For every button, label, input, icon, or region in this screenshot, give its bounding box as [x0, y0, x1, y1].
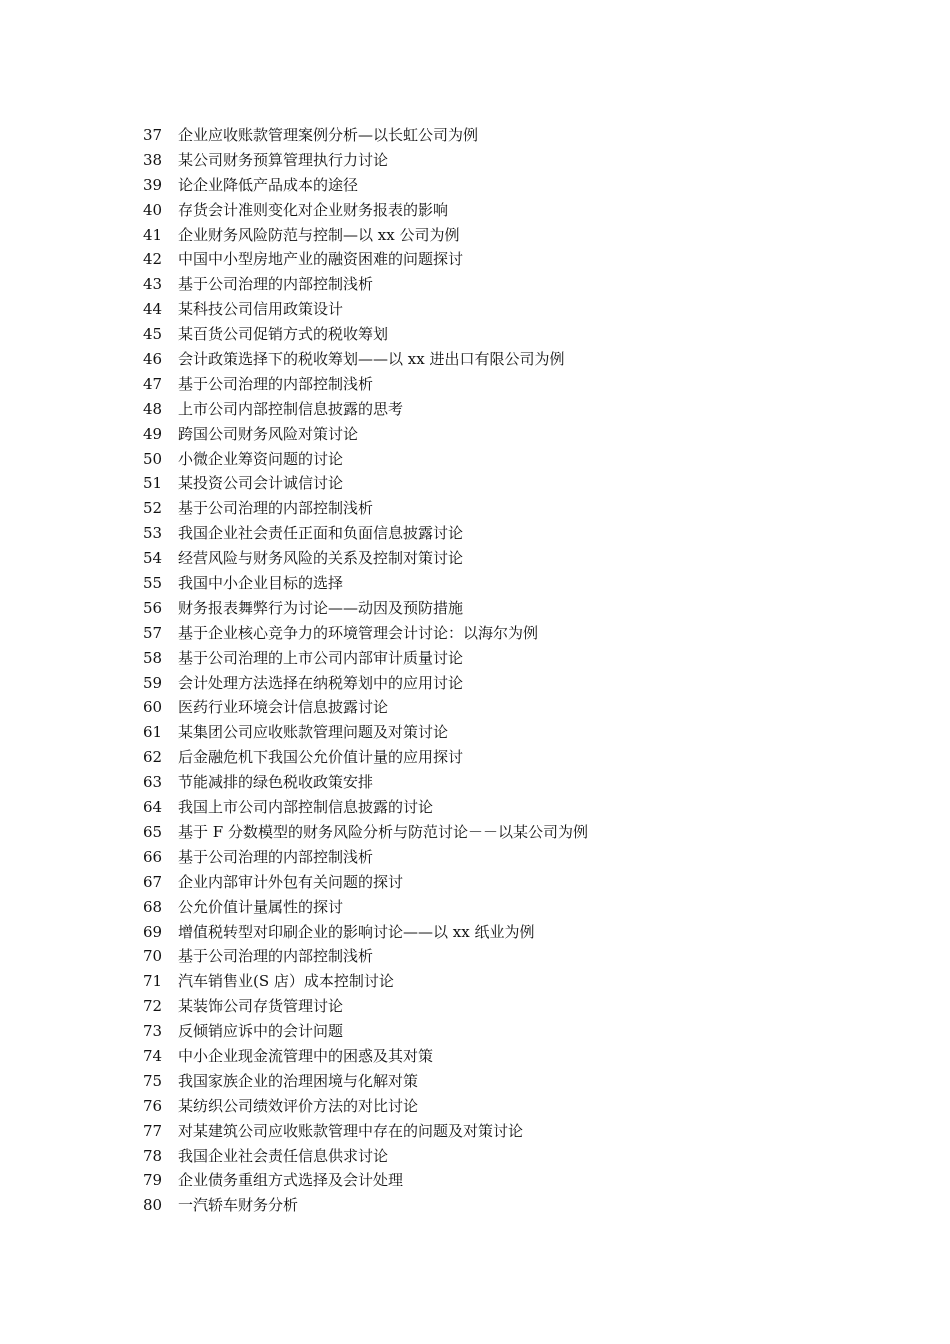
- topic-title: 企业应收账款管理案例分析—以长虹公司为例: [178, 126, 479, 144]
- list-item: [143, 1044, 843, 1069]
- topic-number: 51: [143, 474, 163, 493]
- list-item: [143, 895, 843, 920]
- topic-number: 70: [143, 947, 163, 966]
- topic-number: 43: [143, 275, 163, 294]
- topic-number: 54: [143, 549, 163, 568]
- topic-title: 我国上市公司内部控制信息披露的讨论: [178, 798, 434, 817]
- list-item: [143, 596, 843, 621]
- list-item: [143, 571, 843, 596]
- list-item: [143, 920, 843, 945]
- topic-title: 汽车销售业(S 店）成本控制讨论: [178, 972, 394, 991]
- topic-title: 基于公司治理的内部控制浅析: [178, 374, 374, 393]
- topic-title: 某公司财务预算管理执行力讨论: [178, 150, 389, 169]
- topic-title: 论企业降低产品成本的途径: [178, 175, 359, 194]
- topic-title: 会计政策选择下的税收筹划——以 xx 进出口有限公司为例: [178, 350, 565, 369]
- topic-number: 62: [143, 748, 163, 767]
- list-item: [143, 272, 843, 297]
- list-item: [143, 422, 843, 447]
- topic-title: 存货会计准则变化对企业财务报表的影响: [178, 200, 449, 219]
- topic-number: 53: [143, 524, 163, 543]
- topic-title: 企业财务风险防范与控制—以 xx 公司为例: [178, 225, 460, 244]
- topic-list: [143, 123, 843, 1218]
- list-item: [143, 1019, 843, 1044]
- list-item: [143, 1119, 843, 1144]
- topic-number: 79: [143, 1171, 163, 1190]
- list-item: [143, 471, 843, 496]
- topic-number: 80: [143, 1196, 163, 1215]
- topic-number: 76: [143, 1096, 163, 1115]
- list-item: [143, 1144, 843, 1169]
- topic-number: 57: [143, 623, 163, 642]
- list-item: [143, 123, 843, 148]
- topic-title: 某百货公司促销方式的税收筹划: [178, 325, 389, 344]
- topic-number: 39: [143, 175, 163, 194]
- list-item: [143, 646, 843, 671]
- topic-title: 我国企业社会责任信息供求讨论: [178, 1146, 389, 1165]
- topic-title: 某集团公司应收账款管理问题及对策讨论: [178, 723, 449, 742]
- topic-number: 42: [143, 250, 163, 269]
- list-item: [143, 347, 843, 372]
- topic-number: 68: [143, 897, 163, 916]
- topic-title: 我国家族企业的治理困境与化解对策: [178, 1071, 419, 1090]
- topic-title: 反倾销应诉中的会计问题: [178, 1022, 344, 1041]
- list-item: [143, 247, 843, 272]
- list-item: [143, 720, 843, 745]
- list-item: [143, 695, 843, 720]
- topic-number: 64: [143, 798, 163, 817]
- topic-title: 上市公司内部控制信息披露的思考: [178, 399, 404, 418]
- list-item: [143, 1193, 843, 1218]
- topic-number: 58: [143, 648, 163, 667]
- topic-number: 48: [143, 399, 163, 418]
- topic-number: 45: [143, 325, 163, 344]
- topic-title: 企业内部审计外包有关问题的探讨: [178, 872, 404, 891]
- list-item: [143, 994, 843, 1019]
- list-item: [143, 198, 843, 223]
- topic-title: 财务报表舞弊行为讨论——动因及预防措施: [178, 598, 464, 617]
- topic-title: 某科技公司信用政策设计: [178, 300, 344, 319]
- topic-number: 59: [143, 673, 163, 692]
- list-item: [143, 671, 843, 696]
- topic-number: 55: [143, 574, 163, 593]
- topic-number: 47: [143, 374, 163, 393]
- list-item: [143, 297, 843, 322]
- topic-number: 41: [143, 225, 163, 244]
- list-item: [143, 1069, 843, 1094]
- topic-title: 节能减排的绿色税收政策安排: [178, 773, 374, 792]
- list-item: [143, 447, 843, 472]
- topic-number: 69: [143, 922, 163, 941]
- topic-title: 跨国公司财务风险对策讨论: [178, 424, 359, 443]
- topic-number: 63: [143, 773, 163, 792]
- list-item: [143, 795, 843, 820]
- topic-number: 40: [143, 200, 163, 219]
- topic-title: 医药行业环境会计信息披露讨论: [178, 698, 389, 717]
- topic-title: 小微企业筹资问题的讨论: [178, 449, 344, 468]
- topic-title: 某纺织公司绩效评价方法的对比讨论: [178, 1096, 419, 1115]
- topic-title: 后金融危机下我国公允价值计量的应用探讨: [178, 748, 464, 767]
- list-item: [143, 770, 843, 795]
- topic-number: 49: [143, 424, 163, 443]
- topic-title: 会计处理方法选择在纳税筹划中的应用讨论: [178, 673, 464, 692]
- topic-number: 72: [143, 997, 163, 1016]
- topic-title: 基于公司治理的内部控制浅析: [178, 275, 374, 294]
- topic-number: 66: [143, 847, 163, 866]
- list-item: [143, 745, 843, 770]
- list-item: [143, 870, 843, 895]
- topic-title: 中国中小型房地产业的融资困难的问题探讨: [178, 250, 464, 269]
- list-item: [143, 397, 843, 422]
- list-item: [143, 173, 843, 198]
- topic-title: 基于企业核心竞争力的环境管理会计讨论：以海尔为例: [178, 623, 539, 642]
- topic-number: 65: [143, 822, 163, 841]
- topic-title: 对某建筑公司应收账款管理中存在的问题及对策讨论: [178, 1121, 524, 1140]
- topic-number: 75: [143, 1071, 163, 1090]
- topic-number: 74: [143, 1046, 163, 1065]
- topic-number: 77: [143, 1121, 163, 1140]
- list-item: [143, 148, 843, 173]
- topic-number: 71: [143, 972, 163, 991]
- topic-number: 73: [143, 1022, 163, 1041]
- topic-title: 某投资公司会计诚信讨论: [178, 474, 344, 493]
- topic-number: 37: [143, 126, 163, 144]
- topic-number: 67: [143, 872, 163, 891]
- topic-number: 50: [143, 449, 163, 468]
- list-item: [143, 496, 843, 521]
- list-item: [143, 521, 843, 546]
- topic-title: 基于公司治理的上市公司内部审计质量讨论: [178, 648, 464, 667]
- list-item: [143, 1168, 843, 1193]
- topic-title: 增值税转型对印刷企业的影响讨论——以 xx 纸业为例: [178, 922, 535, 941]
- topic-number: 78: [143, 1146, 163, 1165]
- topic-number: 52: [143, 499, 163, 518]
- topic-title: 基于 F 分数模型的财务风险分析与防范讨论－－以某公司为例: [178, 822, 588, 841]
- topic-title: 一汽轿车财务分析: [178, 1196, 299, 1215]
- topic-number: 61: [143, 723, 163, 742]
- topic-title: 我国中小企业目标的选择: [178, 574, 344, 593]
- list-item: [143, 322, 843, 347]
- topic-title: 经营风险与财务风险的关系及控制对策讨论: [178, 549, 464, 568]
- topic-number: 38: [143, 150, 163, 169]
- topic-title: 基于公司治理的内部控制浅析: [178, 847, 374, 866]
- list-item: [143, 845, 843, 870]
- topic-title: 公允价值计量属性的探讨: [178, 897, 344, 916]
- topic-title: 基于公司治理的内部控制浅析: [178, 499, 374, 518]
- topic-number: 60: [143, 698, 163, 717]
- topic-title: 基于公司治理的内部控制浅析: [178, 947, 374, 966]
- list-item: [143, 820, 843, 845]
- topic-title: 某装饰公司存货管理讨论: [178, 997, 344, 1016]
- topic-number: 44: [143, 300, 163, 319]
- list-item: [143, 372, 843, 397]
- list-item: [143, 1094, 843, 1119]
- topic-title: 企业债务重组方式选择及会计处理: [178, 1171, 404, 1190]
- topic-title: 我国企业社会责任正面和负面信息披露讨论: [178, 524, 464, 543]
- topic-number: 46: [143, 350, 163, 369]
- topic-title: 中小企业现金流管理中的困惑及其对策: [178, 1046, 434, 1065]
- list-item: [143, 621, 843, 646]
- list-item: [143, 944, 843, 969]
- list-item: [143, 223, 843, 248]
- topic-number: 56: [143, 598, 163, 617]
- list-item: [143, 969, 843, 994]
- list-item: [143, 546, 843, 571]
